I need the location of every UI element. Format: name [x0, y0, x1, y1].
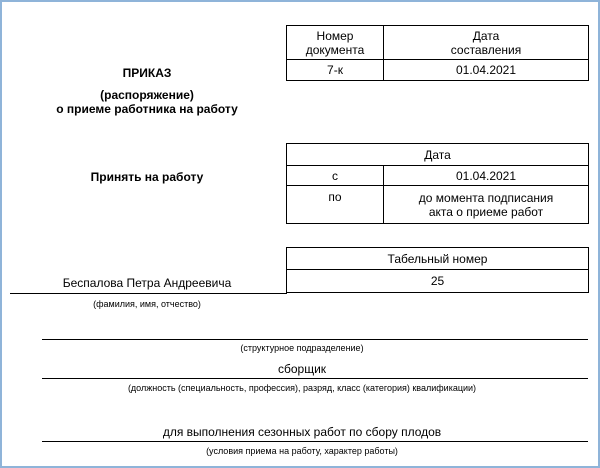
document-date-header: Дата составления [384, 26, 589, 60]
employee-name-line [10, 293, 287, 294]
position-caption: (должность (специальность, профессия), разряд, класс (категория) квалификации) [127, 383, 477, 393]
document-number-header: Номер документа [287, 26, 384, 60]
document-date-value: 01.04.2021 [384, 60, 589, 81]
conditions-line [42, 441, 588, 442]
order-subject: о приеме работника на работу [56, 102, 238, 116]
order-subtitle: (распоряжение) [100, 88, 194, 102]
hire-from-label: с [287, 166, 384, 186]
hire-to-label: по [287, 186, 384, 224]
document-number-table [286, 25, 589, 81]
hire-label: Принять на работу [90, 170, 204, 184]
tab-number-value: 25 [287, 270, 589, 293]
hire-to-value: до момента подписания акта о приеме работ [384, 186, 589, 224]
employee-name-caption: (фамилия, имя, отчество) [93, 299, 201, 309]
order-title: ПРИКАЗ [122, 66, 172, 80]
hire-dates-table [286, 143, 589, 224]
tab-number-table [286, 247, 589, 293]
tab-number-header: Табельный номер [287, 248, 589, 270]
hire-date-header: Дата [287, 144, 589, 166]
employee-name: Беспалова Петра Андреевича [62, 276, 232, 290]
department-caption: (структурное подразделение) [240, 343, 364, 353]
conditions-value: для выполнения сезонных работ по сбору плодов [162, 425, 442, 439]
position-value: сборщик [277, 362, 327, 376]
position-line [42, 378, 588, 379]
conditions-caption: (условия приема на работу, характер работы) [206, 446, 398, 456]
document-number-value: 7-к [287, 60, 384, 81]
hire-from-value: 01.04.2021 [384, 166, 589, 186]
department-line [42, 339, 588, 340]
